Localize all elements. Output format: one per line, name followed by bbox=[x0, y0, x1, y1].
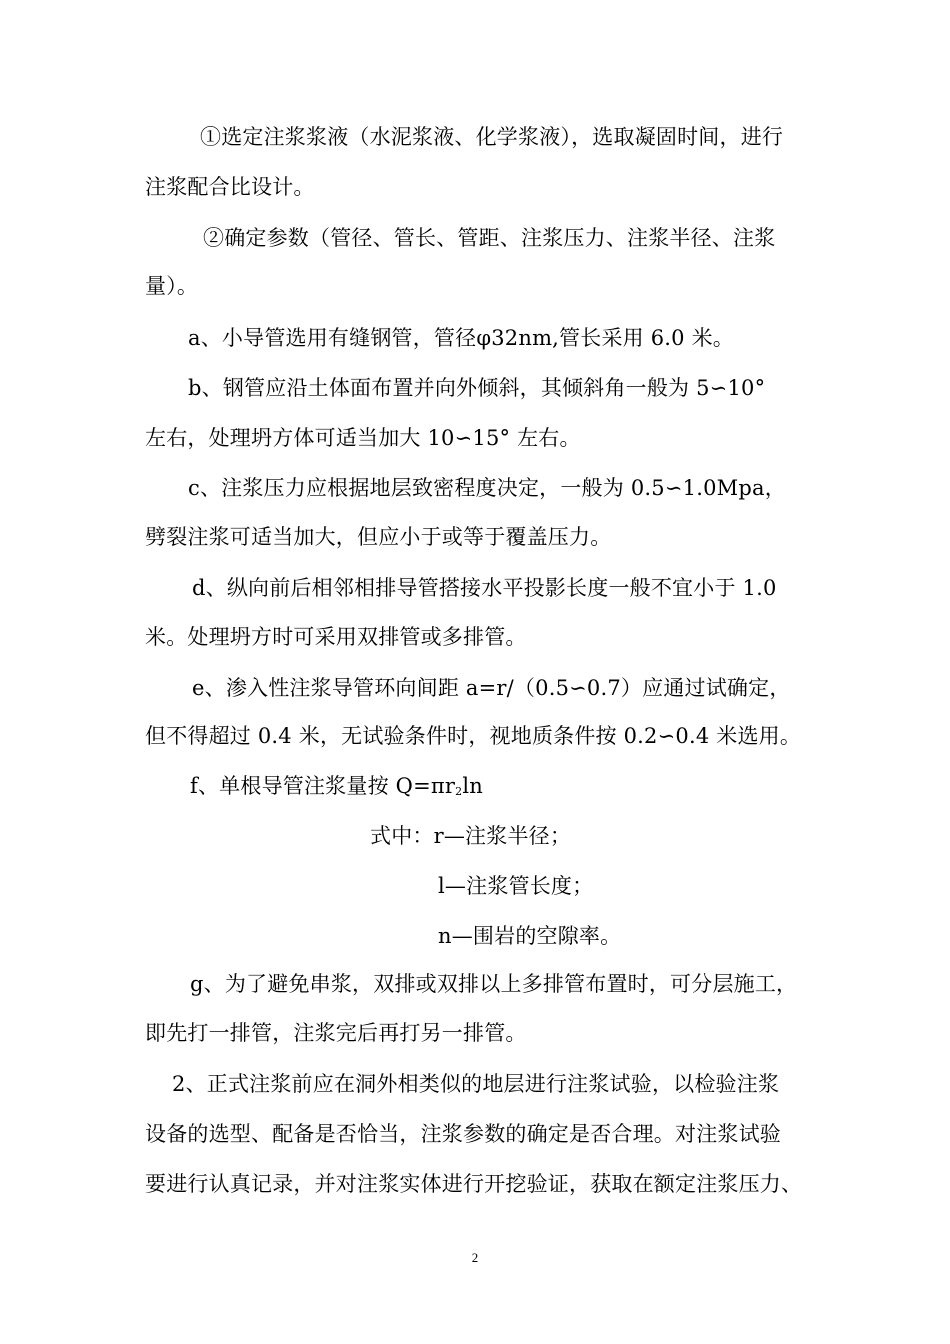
text-line: 量）。 bbox=[145, 274, 199, 298]
text-line: d、纵向前后相邻相排导管搭接水平投影长度一般不宜小于 1.0 bbox=[192, 576, 777, 600]
formula-text-a: f、单根导管注浆量按 Q=πr bbox=[190, 774, 456, 798]
text-line: 要进行认真记录，并对注浆实体进行开挖验证，获取在额定注浆压力、 bbox=[145, 1172, 803, 1196]
formula-legend-r: 式中：r—注浆半径； bbox=[370, 824, 572, 848]
formula-line bbox=[190, 772, 550, 800]
formula-legend-n: n—围岩的空隙率。 bbox=[438, 924, 622, 948]
text-line: 米。处理坍方时可采用双排管或多排管。 bbox=[145, 625, 527, 649]
text-line: a、小导管选用有缝钢管，管径φ32nm,管长采用 6.0 米。 bbox=[188, 326, 735, 350]
text-line: 2、正式注浆前应在洞外相类似的地层进行注浆试验，以检验注浆 bbox=[172, 1072, 780, 1096]
text-line: 设备的选型、配备是否恰当，注浆参数的确定是否合理。对注浆试验 bbox=[145, 1122, 781, 1146]
text-line: 但不得超过 0.4 米，无试验条件时，视地质条件按 0.2∽0.4 米选用。 bbox=[145, 724, 802, 748]
text-line: g、为了避免串浆，双排或双排以上多排管布置时，可分层施工， bbox=[190, 972, 798, 996]
text-line: c、注浆压力应根据地层致密程度决定，一般为 0.5∽1.0Mpa， bbox=[188, 476, 786, 500]
text-line: e、渗入性注浆导管环向间距 a=r/（0.5∽0.7）应通过试确定， bbox=[192, 676, 791, 700]
text-line: 注浆配合比设计。 bbox=[145, 175, 315, 199]
text-line: ②确定参数（管径、管长、管距、注浆压力、注浆半径、注浆 bbox=[203, 226, 776, 250]
page-number: 2 bbox=[471, 1250, 479, 1265]
formula-text-b: ln bbox=[462, 774, 483, 798]
text-line: 左右，处理坍方体可适当加大 10∽15° 左右。 bbox=[145, 426, 581, 450]
text-line: 劈裂注浆可适当加大，但应小于或等于覆盖压力。 bbox=[145, 525, 612, 549]
text-line: ①选定注浆浆液（水泥浆液、化学浆液），选取凝固时间，进行 bbox=[200, 125, 784, 149]
text-line: 即先打一排管，注浆完后再打另一排管。 bbox=[145, 1021, 527, 1045]
formula-legend-l: l—注浆管长度； bbox=[438, 874, 594, 898]
text-line: b、钢管应沿土体面布置并向外倾斜，其倾斜角一般为 5∽10° bbox=[188, 376, 766, 400]
formula-subscript: 2 bbox=[455, 785, 463, 798]
